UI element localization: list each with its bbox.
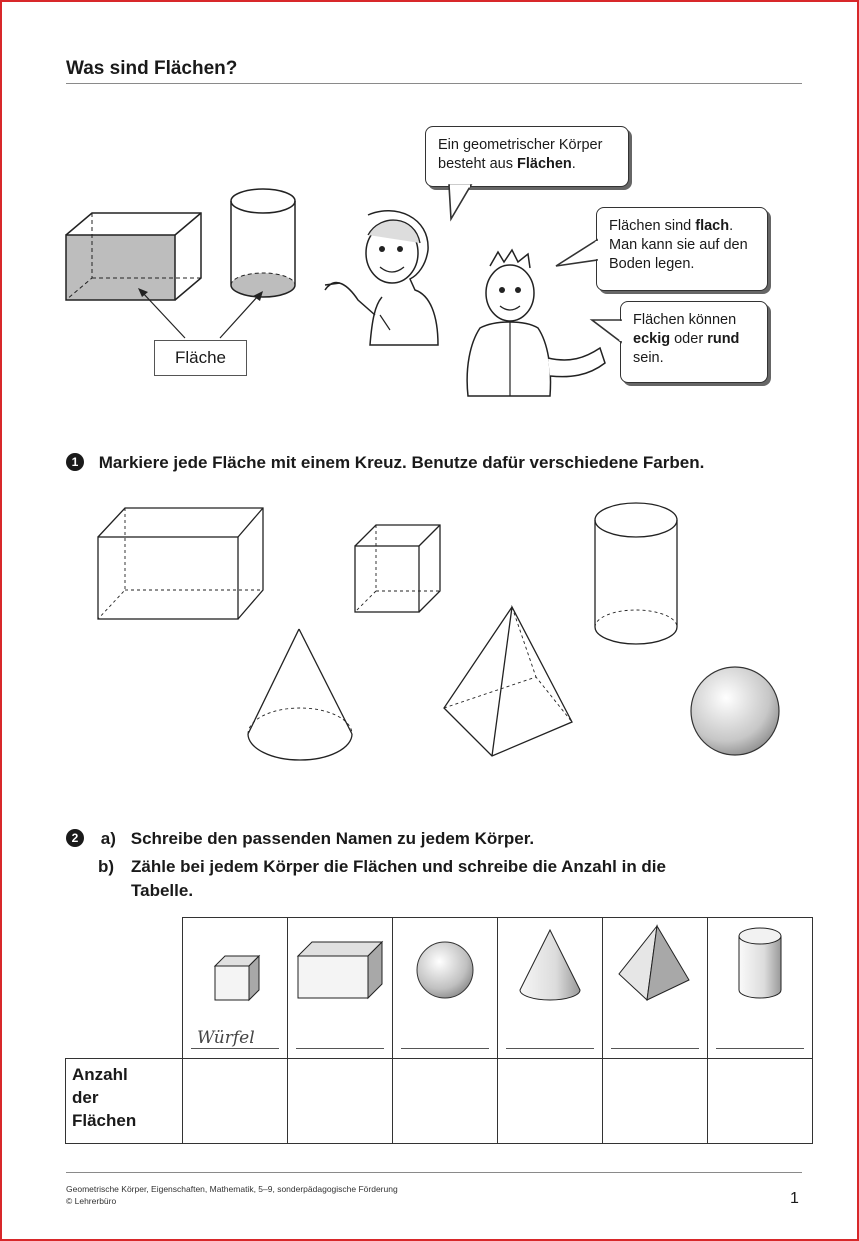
table-empty-corner [66, 918, 183, 1059]
answer-line [191, 1048, 279, 1049]
table-shape-cell [288, 918, 393, 1059]
speech-bubble-2: Flächen sind flach. Man kann sie auf den Boden legen. [596, 207, 768, 291]
task-2-number: 2 [66, 829, 84, 847]
title-rule [66, 83, 802, 84]
boy-character-icon [460, 248, 610, 398]
face-label: Fläche [154, 340, 247, 376]
page-title: Was sind Flächen? [66, 58, 238, 79]
task1-cuboid-icon [95, 505, 270, 625]
table-shape-cell [603, 918, 708, 1059]
cuboid-icon [296, 938, 386, 1000]
answer-line[interactable] [401, 1048, 489, 1049]
answer-line[interactable] [611, 1048, 699, 1049]
sphere-icon [415, 940, 477, 1002]
task-2-instruction: 2 a) Schreibe den passenden Namen zu jedem Körper. b) Zähle bei jedem Körper die Flächen und schreibe die Anzahl in die Tabelle. [66, 827, 766, 903]
task1-sphere-icon [688, 664, 784, 760]
footer-rule [66, 1172, 802, 1173]
answer-line[interactable] [716, 1048, 804, 1049]
face-count-cell[interactable] [498, 1059, 603, 1144]
example-answer: Würfel [197, 1028, 255, 1048]
pyramid-icon [617, 924, 693, 1004]
speech-bubble-3: Flächen können eckig oder rund sein. [620, 301, 768, 383]
bubble-3-tail [592, 318, 622, 348]
table-shape-cell [708, 918, 813, 1059]
task1-cylinder-icon [590, 500, 684, 648]
cube-icon [213, 954, 261, 1004]
girl-character-icon [320, 205, 440, 345]
footer-text: Geometrische Körper, Eigenschaften, Mathematik, 5–9, sonderpädagogische Förderung © Lehrerbüro [66, 1184, 398, 1206]
face-count-cell[interactable] [183, 1059, 288, 1144]
cone-icon [518, 928, 582, 1002]
table-shape-cell [498, 918, 603, 1059]
face-count-cell[interactable] [288, 1059, 393, 1144]
task1-cone-icon [243, 626, 358, 766]
table-shape-cell [393, 918, 498, 1059]
task1-pyramid-icon [440, 604, 576, 764]
task-1-instruction: 1 Markiere jede Fläche mit einem Kreuz. Benutze dafür verschiedene Farben. [66, 451, 826, 475]
face-count-cell[interactable] [603, 1059, 708, 1144]
table-shape-cell [183, 918, 288, 1059]
row-header-face-count: Anzahl der Flächen [66, 1059, 183, 1144]
bubble-2-tail [556, 238, 598, 268]
face-count-cell[interactable] [708, 1059, 813, 1144]
face-count-cell[interactable] [393, 1059, 498, 1144]
page-number: 1 [790, 1190, 799, 1207]
cylinder-icon [736, 924, 786, 1004]
task1-cube-icon [352, 522, 444, 617]
bubble-1-tail [445, 185, 485, 221]
answer-line[interactable] [506, 1048, 594, 1049]
task-1-number: 1 [66, 453, 84, 471]
answer-line[interactable] [296, 1048, 384, 1049]
answer-table [65, 917, 813, 1144]
speech-bubble-1: Ein geometrischer Körper besteht aus Flächen. [425, 126, 629, 187]
